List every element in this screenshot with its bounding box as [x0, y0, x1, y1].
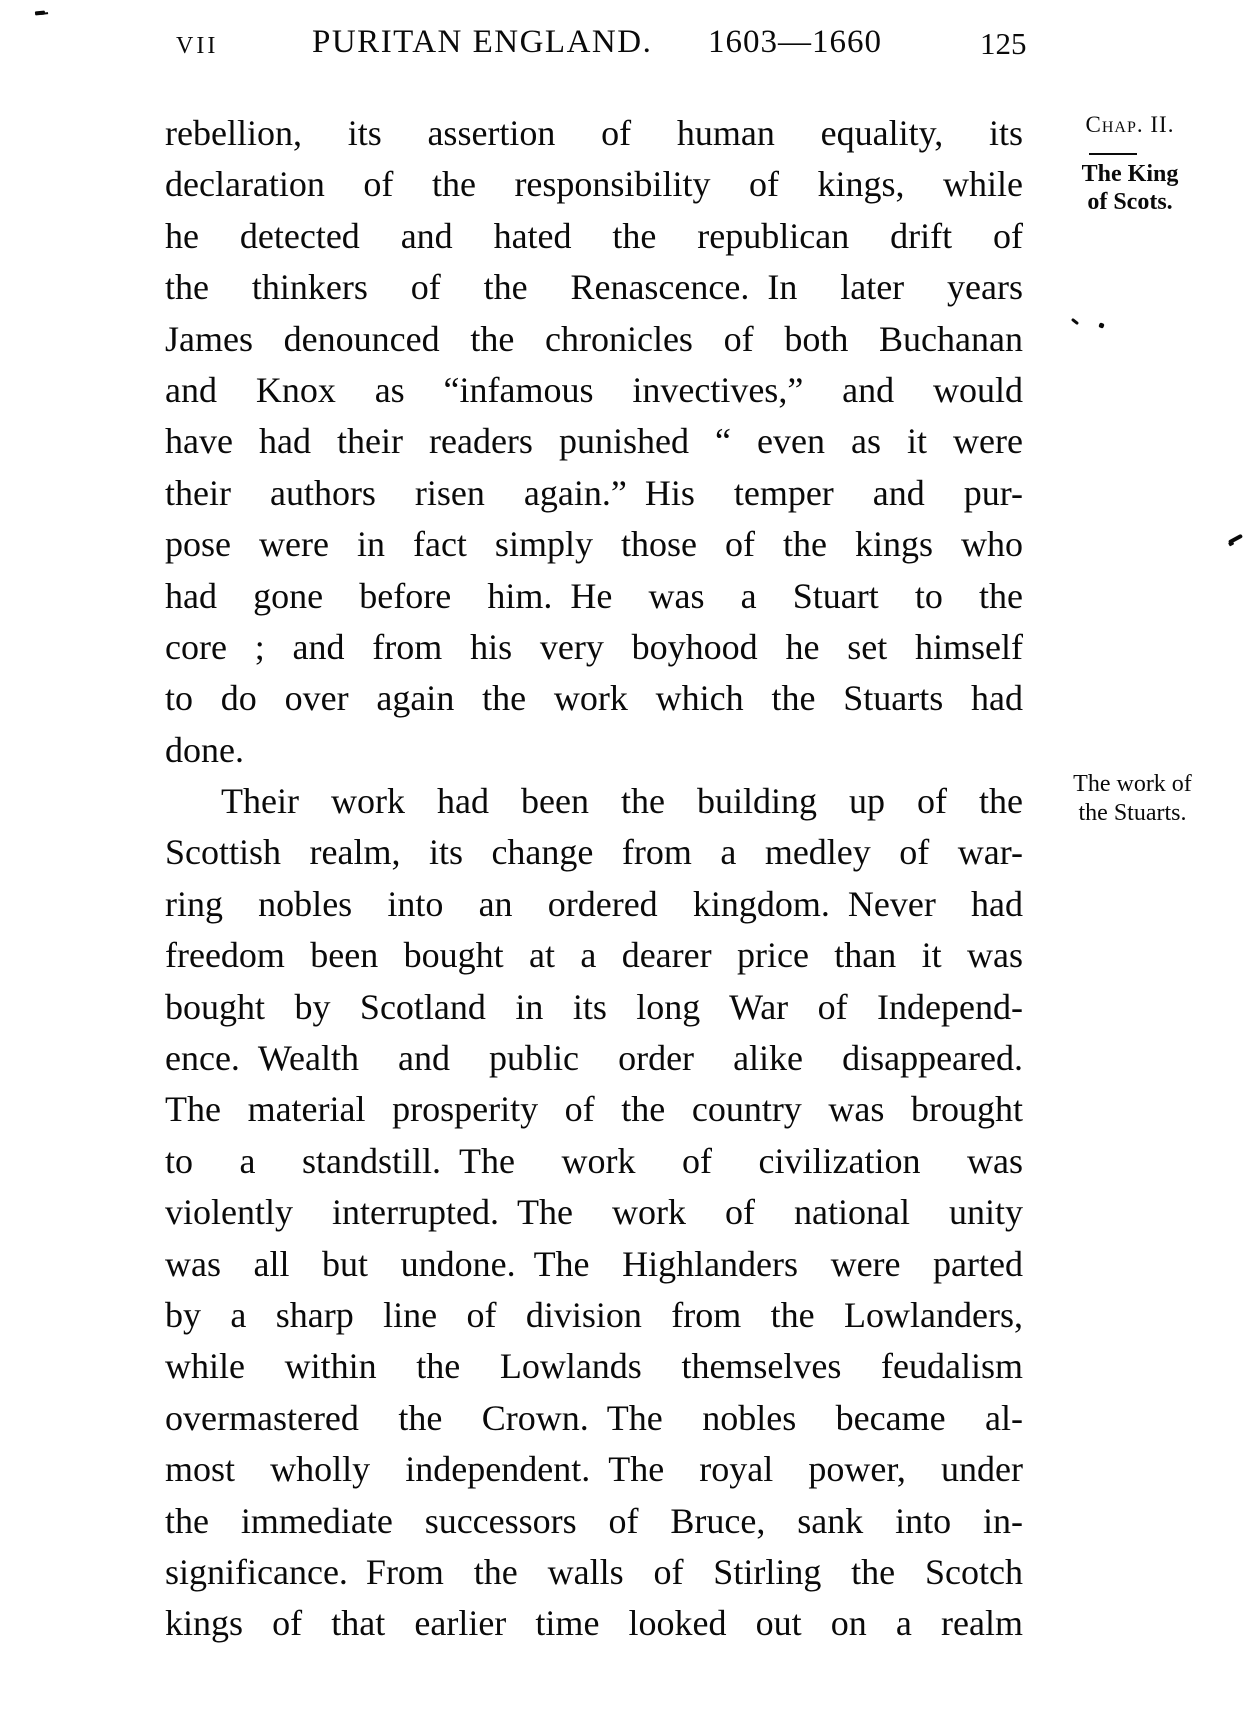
text-line: pose were in fact simply those of the kings who — [165, 524, 1023, 565]
margin-note-work-of-stuarts — [1040, 770, 1225, 828]
text-line: core ; and from his very boyhood he set himself — [165, 626, 1023, 667]
header-chapter-numeral: VII — [176, 33, 219, 59]
margin-note-line: the Stuarts. — [1078, 800, 1187, 826]
text-line: their authors risen again.” His temper and pur- — [165, 472, 1023, 513]
margin-note-chapter: Chap. II. — [1085, 112, 1175, 137]
text-line: declaration of the responsibility of kings, while — [165, 164, 1023, 205]
body-text — [165, 108, 1023, 1650]
text-line-paragraph-start: Their work had been the building up of the — [221, 781, 1023, 822]
ink-speck — [1098, 322, 1104, 328]
text-line: by a sharp line of division from the Lowlanders, — [165, 1294, 1023, 1335]
text-line: was all but undone. The Highlanders were parted — [165, 1243, 1023, 1284]
header-year-range: 1603—1660 — [708, 24, 882, 60]
text-line: most wholly independent. The royal power, under — [165, 1449, 1023, 1490]
header-page-number: 125 — [980, 26, 1027, 61]
header-running-title: PURITAN ENGLAND. — [312, 24, 653, 60]
text-line: James denounced the chronicles of both Buchanan — [165, 318, 1023, 359]
text-line: significance. From the walls of Stirling the Scotch — [165, 1551, 1023, 1592]
text-line: bought by Scotland in its long War of Independ- — [165, 986, 1023, 1027]
text-line: the immediate successors of Bruce, sank into in- — [165, 1500, 1023, 1541]
text-line: while within the Lowlands themselves feudalism — [165, 1346, 1023, 1387]
text-line: and Knox as “infamous invectives,” and would — [165, 369, 1023, 410]
text-line: the thinkers of the Renascence. In later years — [165, 267, 1023, 308]
text-line: ence. Wealth and public order alike disappeared. — [165, 1038, 1023, 1079]
margin-note-line: of Scots. — [1087, 189, 1173, 215]
ink-speck — [1228, 534, 1243, 545]
text-line: ring nobles into an ordered kingdom. Never had — [165, 883, 1023, 924]
text-line: to a standstill. The work of civilization was — [165, 1140, 1023, 1181]
ink-speck — [35, 10, 45, 15]
ink-speck — [1071, 318, 1079, 325]
text-line: overmastered the Crown. The nobles became al- — [165, 1397, 1023, 1438]
text-line: kings of that earlier time looked out on a realm — [165, 1603, 1023, 1644]
text-line: Scottish realm, its change from a medley of war- — [165, 832, 1023, 873]
margin-note-line: The King — [1081, 161, 1179, 187]
text-line: freedom been bought at a dearer price than it was — [165, 935, 1023, 976]
text-line: he detected and hated the republican drift of — [165, 215, 1023, 256]
text-line: violently interrupted. The work of national unity — [165, 1192, 1023, 1233]
text-line: to do over again the work which the Stuarts had — [165, 678, 1023, 719]
margin-note-line: The work of — [1073, 771, 1192, 797]
margin-note-rule — [1089, 153, 1137, 155]
margin-note-king-of-scots — [1040, 160, 1220, 216]
text-line: had gone before him. He was a Stuart to the — [165, 575, 1023, 616]
text-line: done. — [165, 729, 244, 770]
text-line: The material prosperity of the country was brought — [165, 1089, 1023, 1130]
text-line: rebellion, its assertion of human equality, its — [165, 113, 1023, 153]
text-line: have had their readers punished “ even as it were — [165, 421, 1023, 462]
